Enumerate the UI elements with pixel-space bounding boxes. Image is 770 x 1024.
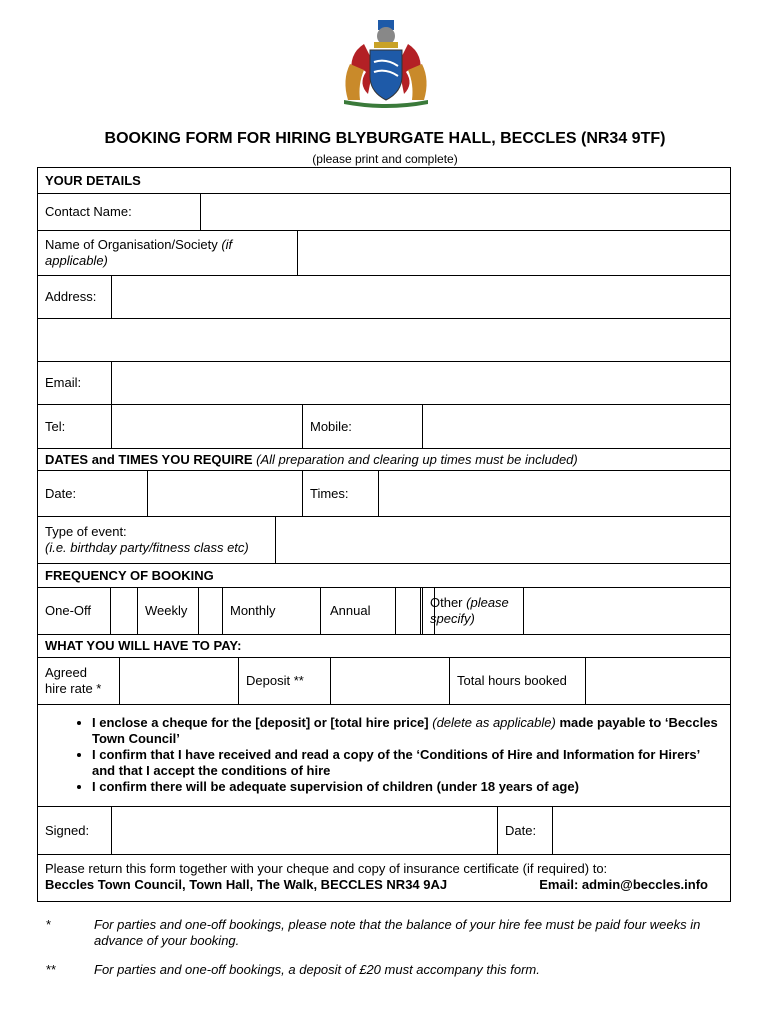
total-hours-label: Total hours booked: [449, 657, 586, 705]
mobile-label: Mobile:: [302, 404, 423, 449]
booking-form: [37, 167, 731, 902]
one-off-checkbox[interactable]: [110, 587, 138, 635]
footnote-deposit: ** For parties and one-off bookings, a deposit of £20 must accompany this form.: [46, 962, 540, 977]
one-off-label: One-Off: [37, 587, 111, 635]
weekly-label: Weekly: [137, 587, 199, 635]
footnote-balance: * For parties and one-off bookings, please note that the balance of your hire fee must be paid four weeks in advance of your booking.: [46, 917, 701, 948]
declaration-supervision: • I confirm there will be adequate supervision of children (under 18 years of age): [92, 779, 720, 795]
monthly-label: Monthly: [222, 587, 321, 635]
other-field[interactable]: [523, 587, 731, 635]
section-dates-times: DATES and TIMES YOU REQUIRE (All preparation and clearing up times must be included): [37, 448, 731, 471]
times-field[interactable]: [378, 470, 731, 517]
return-instructions: Please return this form together with your cheque and copy of insurance certificate (if required) to: Beccles Town Council, Town Hall, The Walk, BECCLES NR34 9AJ Email: admin@beccles.info: [37, 854, 731, 902]
deposit-field[interactable]: [330, 657, 450, 705]
signature-field[interactable]: [111, 806, 498, 855]
organisation-label: Name of Organisation/Society (if applicable): [37, 230, 298, 276]
email-label: Email:: [37, 361, 112, 405]
declarations: [37, 704, 731, 807]
form-subtitle: (please print and complete): [312, 152, 458, 166]
contact-name-field[interactable]: [200, 193, 731, 231]
event-type-field[interactable]: [275, 516, 731, 564]
form-title: BOOKING FORM FOR HIRING BLYBURGATE HALL, BECCLES (NR34 9TF): [104, 130, 666, 147]
date-field[interactable]: [147, 470, 303, 517]
email-field[interactable]: [111, 361, 731, 405]
agreed-rate-label: Agreed hire rate *: [37, 657, 120, 705]
section-frequency: FREQUENCY OF BOOKING: [37, 563, 731, 588]
tel-field[interactable]: [111, 404, 303, 449]
mobile-field[interactable]: [422, 404, 731, 449]
contact-name-label: Contact Name:: [37, 193, 201, 231]
signed-label: Signed:: [37, 806, 112, 855]
declaration-conditions: • I confirm that I have received and read a copy of the ‘Conditions of Hire and Information for Hirers’ and that I accept the conditions of hire: [92, 747, 720, 779]
tel-label: Tel:: [37, 404, 112, 449]
date-label: Date:: [37, 470, 148, 517]
organisation-field[interactable]: [297, 230, 731, 276]
agreed-rate-field[interactable]: [119, 657, 239, 705]
address-field-line2[interactable]: [37, 318, 731, 362]
event-type-label: Type of event: (i.e. birthday party/fitness class etc): [37, 516, 276, 564]
section-your-details: YOUR DETAILS: [37, 167, 731, 194]
coat-of-arms-crest: [334, 14, 438, 110]
address-field-line1[interactable]: [111, 275, 731, 319]
deposit-label: Deposit **: [238, 657, 331, 705]
total-hours-field[interactable]: [585, 657, 731, 705]
sign-date-label: Date:: [497, 806, 553, 855]
other-label: Other (please specify): [422, 587, 524, 635]
return-address: Beccles Town Council, Town Hall, The Walk, BECCLES NR34 9AJ: [45, 877, 448, 892]
return-email: Email: admin@beccles.info: [539, 877, 708, 892]
section-payment: WHAT YOU WILL HAVE TO PAY:: [37, 634, 731, 658]
weekly-checkbox[interactable]: [198, 587, 223, 635]
annual-checkbox[interactable]: [395, 587, 423, 635]
address-label: Address:: [37, 275, 112, 319]
times-label: Times:: [302, 470, 379, 517]
sign-date-field[interactable]: [552, 806, 731, 855]
annual-label: Annual: [320, 587, 421, 635]
declaration-cheque: • I enclose a cheque for the [deposit] or [total hire price] (delete as applicable) made payable to ‘Beccles Town Council’: [92, 715, 720, 747]
